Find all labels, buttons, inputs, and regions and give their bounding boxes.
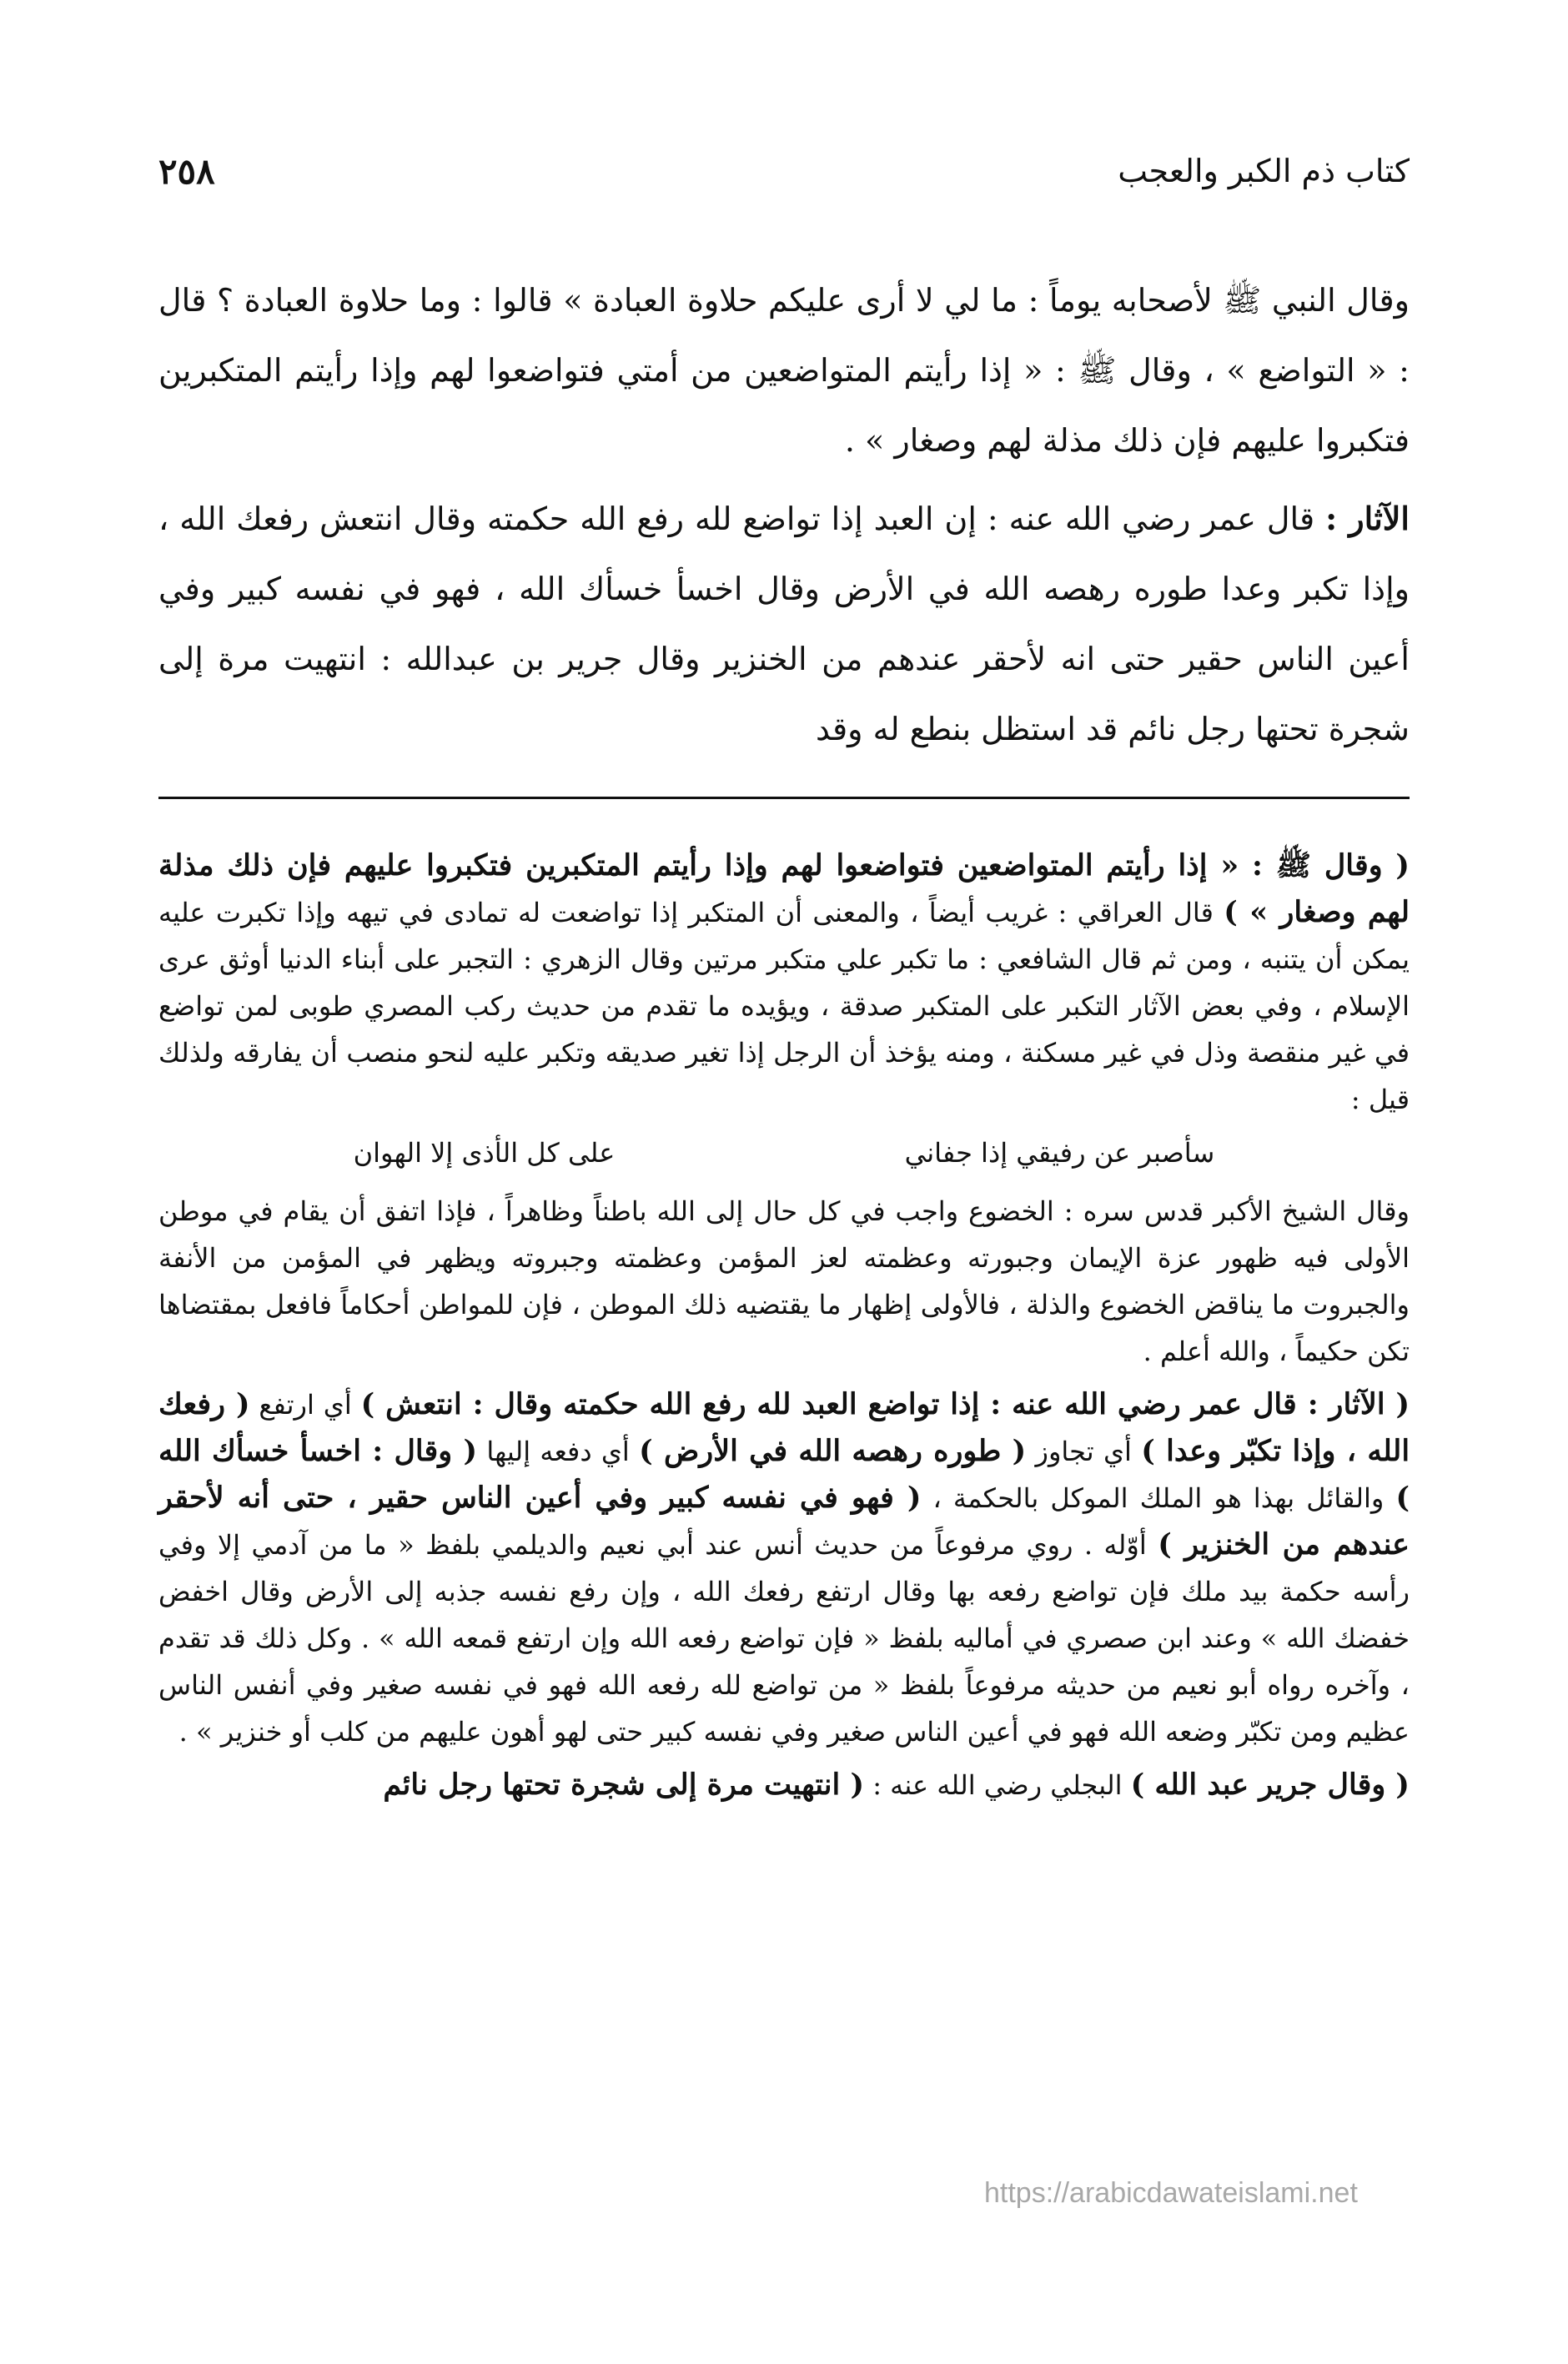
commentary-paragraph (158, 1762, 1410, 1808)
commentary-text: أوّله . روي مرفوعاً من حديث أنس عند أبي نعيم والديلمي بلفظ « ما من آدمي إلا وفي رأسه حكمة بيد ملك فإن تواضع رفعه بها وقال ارتفع رفعك الله ، وإن رفع نفسه جذبه إلى الأرض وقال اخفض خفضك الله » وعند ابن صصري في أماليه بلفظ « فإن تواضع رفعه الله وإن ارتفع قمعه الله » . وكل ذلك قد تقدم ، وآخره رواه أبو نعيم من حديثه مرفوعاً بلفظ « من تواضع لله رفعه الله فهو في نفسه صغير وفي أنفس الناس عظيم ومن تكبّر وضعه الله فهو في أعين الناس صغير وفي نفسه كبير حتى لهو أهون عليهم من كلب أو خنزير » . (158, 1529, 1410, 1748)
commentary (158, 842, 1410, 1815)
main-text (158, 265, 1410, 772)
commentary-text: والقائل بهذا هو الملك الموكل بالحكمة ، (932, 1482, 1385, 1514)
commentary-text: أي ارتفع (259, 1389, 352, 1421)
commentary-text: أي تجاوز (1035, 1436, 1132, 1467)
quoted-text: ( انتهيت مرة إلى شجرة تحتها رجل نائم (383, 1768, 865, 1802)
athar-heading: الآثار : (1325, 500, 1410, 537)
athar-text: قال عمر رضي الله عنه : إن العبد إذا تواضع لله رفع الله حكمته وقال انتعش رفعك الله ، وإذا تكبر وعدا طوره رهصه الله في الأرض وقال اخسأ خسأك الله ، فهو في نفسه كبير وفي أعين الناس حقير حتى انه لأحقر عندهم من الخنزير وقال جرير بن عبدالله : انتهيت مرة إلى شجرة تحتها رجل نائم قد استظل بنطع له وقد (158, 500, 1410, 747)
page-header (158, 146, 1410, 196)
quoted-text: ( وقال جرير عبد الله ) (1130, 1768, 1410, 1802)
commentary-text: وقال الشيخ الأكبر قدس سره : الخضوع واجب في كل حال إلى الله باطناً وظاهراً ، فإذا اتفق أن يقام في موطن الأولى فيه ظهور عزة الإيمان وجبورته وعظمته لعز المؤمن وعظمته وجبروته ويظهر في المؤمن من الأنفة والجبروت ما يناقض الخضوع والذلة ، فالأولى إظهار ما يقتضيه ذلك الموطن ، فإن للمواطن أحكاماً فافعل بمقتضاها تكن حكيماً ، والله أعلم . (158, 1195, 1410, 1367)
quoted-text: ( الآثار : قال عمر رضي الله عنه : إذا تواضع العبد لله رفع الله حكمته وقال : انتعش ) (360, 1387, 1410, 1421)
quoted-text: ( فهو في نفسه كبير وفي أعين الناس حقير ، حتى أنه لأحقر عندهم من الخنزير ) (158, 1481, 1410, 1562)
commentary-paragraph (158, 1188, 1410, 1375)
commentary-paragraph (158, 842, 1410, 1123)
poem-hemistich-first: سأصبر عن رفيقي إذا جفاني (904, 1137, 1215, 1169)
commentary-text: قال العراقي : غريب أيضاً ، والمعنى أن المتكبر إذا تواضعت له تمادى في تيهه وإذا تكبرت عليه يمكن أن يتنبه ، ومن ثم قال الشافعي : ما تكبر علي متكبر مرتين وقال الزهري : التجبر على أبناء الدنيا أوثق عرى الإسلام ، وفي بعض الآثار التكبر على المتكبر صدقة ، ويؤيده ما تقدم من حديث ركب المصري طوبى لمن تواضع في غير منقصة وذل في غير مسكنة ، ومنه يؤخذ أن الرجل إذا تغير صديقه وتكبر عليه لنحو منصب أن يفارقه ولذلك قيل : (158, 897, 1410, 1115)
source-watermark: https://arabicdawateislami.net (984, 2177, 1358, 2209)
commentary-text: البجلي رضي الله عنه : (872, 1769, 1123, 1801)
main-paragraph-text: وقال النبي ﷺ لأصحابه يوماً : ما لي لا أرى عليكم حلاوة العبادة » قالوا : وما حلاوة العبادة ؟ قال : « التواضع » ، وقال ﷺ : « إذا رأيتم المتواضعين من أمتي فتواضعوا لهم وإذا رأيتم المتكبرين فتكبروا عليهم فإن ذلك مذلة لهم وصغار » . (158, 282, 1410, 459)
poem-hemistich-second: على كل الأذى إلا الهوان (353, 1137, 616, 1169)
book-title: كتاب ذم الكبر والعجب (1118, 153, 1410, 189)
main-paragraph (158, 265, 1410, 475)
poem-verse (158, 1129, 1410, 1176)
quoted-text: ( رفعك الله ، وإذا تكبّر وعدا ) (158, 1387, 1410, 1468)
quoted-text: ( طوره رهصه الله في الأرض ) (639, 1434, 1027, 1468)
footnote-divider (158, 797, 1410, 799)
quoted-text: ( وقال : اخسأ خسأك الله ) (158, 1434, 1410, 1515)
main-paragraph-athar (158, 484, 1410, 764)
quoted-hadith: ( وقال ﷺ : « إذا رأيتم المتواضعين فتواضعوا لهم وإذا رأيتم المتكبرين فتكبروا عليهم فإن ذلك مذلة لهم وصغار » ) (158, 848, 1410, 929)
page-number: ٢٥٨ (158, 150, 215, 192)
commentary-text: أي دفعه إليها (486, 1436, 630, 1467)
commentary-paragraph (158, 1381, 1410, 1755)
